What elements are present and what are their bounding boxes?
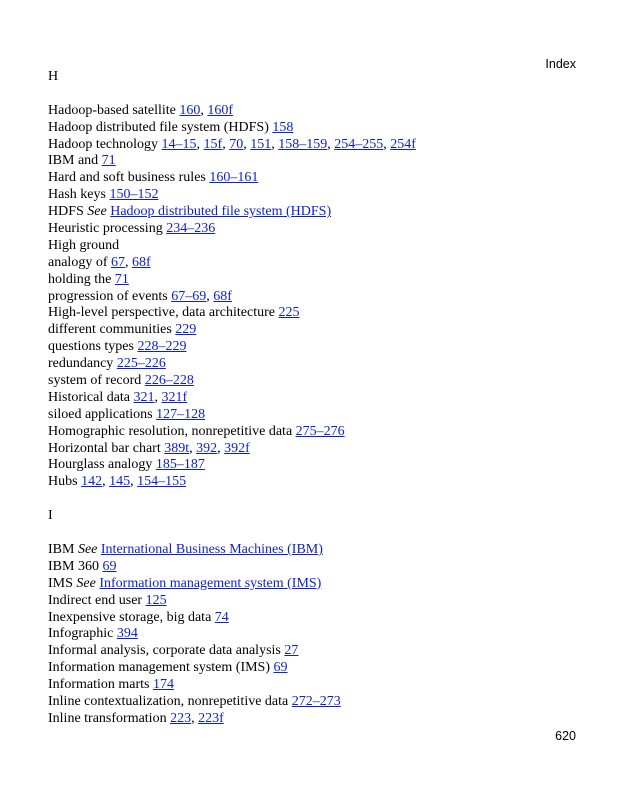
page-reference-link[interactable]: 272–273 xyxy=(291,693,341,709)
index-entry xyxy=(48,221,588,238)
page-reference-link[interactable]: 67–69 xyxy=(171,288,207,304)
index-entry xyxy=(48,694,588,711)
index-term: Inexpensive storage, big data xyxy=(48,609,215,625)
page-reference-link[interactable]: 145 xyxy=(109,474,131,490)
index-entry: Historical data 321, 321f xyxy=(48,389,188,405)
page-reference-link[interactable]: 154–155 xyxy=(137,474,187,490)
page-reference-link[interactable]: 394 xyxy=(116,626,138,642)
page-reference-link[interactable]: 321 xyxy=(133,389,155,405)
page-reference-link[interactable]: 321f xyxy=(161,389,188,405)
index-entry: Inline transformation 223, 223f xyxy=(48,710,224,726)
index-term: holding the xyxy=(48,271,115,287)
index-entry: progression of events 67–69, 68f xyxy=(48,288,232,304)
index-entry: Hubs 142, 145, 154–155 xyxy=(48,474,187,490)
page-reference-link[interactable]: 71 xyxy=(101,153,116,169)
index-entry xyxy=(48,643,588,660)
index-entry xyxy=(48,373,588,390)
index-term: analogy of xyxy=(48,254,111,270)
index-entry: Horizontal bar chart 389t, 392, 392f xyxy=(48,440,250,456)
page-reference-link[interactable]: 225 xyxy=(278,305,300,321)
page-reference-link[interactable]: 223f xyxy=(198,710,224,726)
index-term: Inline contextualization, nonrepetitive data xyxy=(48,693,292,709)
page-reference-link[interactable]: 275–276 xyxy=(295,423,345,439)
index-term: High ground xyxy=(48,237,120,253)
page-reference-link[interactable]: 160f xyxy=(207,102,234,118)
index-entry xyxy=(48,238,588,255)
page-reference-link[interactable]: 127–128 xyxy=(156,406,206,422)
index-entry xyxy=(48,576,588,593)
page-reference-link[interactable]: 70 xyxy=(229,136,244,152)
index-entry xyxy=(48,457,588,474)
index-entry xyxy=(48,120,588,137)
index-entry: analogy of 67, 68f xyxy=(48,254,151,270)
page-reference-link[interactable]: 392 xyxy=(196,440,218,456)
section-gap xyxy=(48,491,588,508)
page-reference-link[interactable]: 234–236 xyxy=(166,221,216,237)
page-reference-link[interactable]: 223 xyxy=(170,710,192,726)
index-term: Inline transformation xyxy=(48,710,171,726)
index-term: Indirect end user xyxy=(48,592,146,608)
index-term: IBM xyxy=(48,541,78,557)
page-reference-link[interactable]: 229 xyxy=(175,322,197,338)
index-entry xyxy=(48,153,588,170)
see-reference-link[interactable]: Hadoop distributed file system (HDFS) xyxy=(110,204,332,220)
index-entry xyxy=(48,407,588,424)
index-term: Homographic resolution, nonrepetitive data xyxy=(48,423,296,439)
page-reference-link[interactable]: 389t xyxy=(164,440,190,456)
index-term: Hubs xyxy=(48,474,82,490)
page-reference-link[interactable]: 69 xyxy=(273,660,288,676)
page-reference-link[interactable]: 69 xyxy=(102,558,117,574)
index-entry xyxy=(48,187,588,204)
index-term: Horizontal bar chart xyxy=(48,440,165,456)
index-entry: Hadoop-based satellite 160, 160f xyxy=(48,102,234,118)
running-header: Index xyxy=(545,57,576,71)
index-term: IBM 360 xyxy=(48,558,103,574)
index-entry xyxy=(48,322,588,339)
index-entry xyxy=(48,660,588,677)
page-reference-link[interactable]: 150–152 xyxy=(109,187,159,203)
page-reference-link[interactable]: 71 xyxy=(114,271,129,287)
page-reference-link[interactable]: 125 xyxy=(145,592,167,608)
index-entry xyxy=(48,339,588,356)
index-entry xyxy=(48,424,588,441)
index-entry xyxy=(48,559,588,576)
page-reference-link[interactable]: 160–161 xyxy=(209,170,259,186)
index-term: Hadoop technology xyxy=(48,136,162,152)
page-reference-link[interactable]: 74 xyxy=(214,609,229,625)
see-label: See xyxy=(77,541,98,557)
page-reference-link[interactable]: 142 xyxy=(81,474,103,490)
index-term: questions types xyxy=(48,339,138,355)
see-reference-link[interactable]: International Business Machines (IBM) xyxy=(100,541,323,557)
index-term: redundancy xyxy=(48,356,117,372)
index-term: Hash keys xyxy=(48,187,110,203)
index-entry xyxy=(48,677,588,694)
index-entry xyxy=(48,626,588,643)
page-reference-link[interactable]: 68f xyxy=(213,288,232,304)
page-reference-link[interactable]: 68f xyxy=(131,254,151,270)
see-reference-link[interactable]: Information management system (IMS) xyxy=(99,575,322,591)
page-reference-link[interactable]: 254–255 xyxy=(334,136,384,152)
index-term: IMS xyxy=(48,575,77,591)
index-term: progression of events xyxy=(48,288,172,304)
page-reference-link[interactable]: 158 xyxy=(272,119,294,135)
index-term: different communities xyxy=(48,322,176,338)
page-reference-link[interactable]: 226–228 xyxy=(144,373,194,389)
index-term: HDFS xyxy=(48,204,88,220)
index-term: High-level perspective, data architecture xyxy=(48,305,279,321)
page-reference-link[interactable]: 151 xyxy=(250,136,272,152)
index-content xyxy=(48,69,588,728)
page-reference-link[interactable]: 67 xyxy=(110,254,125,270)
page-reference-link[interactable]: 160 xyxy=(179,102,201,118)
index-term: system of record xyxy=(48,373,145,389)
page-number: 620 xyxy=(555,729,576,743)
page-reference-link[interactable]: 392f xyxy=(224,440,250,456)
page-reference-link[interactable]: 14–15 xyxy=(161,136,197,152)
page-reference-link[interactable]: 15f xyxy=(203,136,223,152)
index-entry xyxy=(48,542,588,559)
index-term: Hourglass analogy xyxy=(48,457,156,473)
index-term: Informal analysis, corporate data analysis xyxy=(48,643,285,659)
page-reference-link[interactable]: 228–229 xyxy=(137,339,187,355)
index-term: IBM and xyxy=(48,153,102,169)
index-term: Information marts xyxy=(48,677,153,693)
index-entry xyxy=(48,170,588,187)
see-label: See xyxy=(76,575,96,591)
page-reference-link[interactable]: 254f xyxy=(390,136,416,152)
index-term: Information management system (IMS) xyxy=(48,660,274,676)
section-letter: H xyxy=(48,69,59,84)
page-reference-link[interactable]: 185–187 xyxy=(155,457,205,473)
index-term: Infographic xyxy=(48,626,117,642)
see-label: See xyxy=(87,204,107,220)
index-term: Historical data xyxy=(48,389,134,405)
index-entry xyxy=(48,356,588,373)
index-term: Hadoop-based satellite xyxy=(48,102,180,118)
index-term: Heuristic processing xyxy=(48,221,167,237)
page-reference-link[interactable]: 174 xyxy=(152,677,174,693)
index-entry xyxy=(48,204,588,221)
index-entry xyxy=(48,593,588,610)
page-reference-link[interactable]: 225–226 xyxy=(116,356,166,372)
page-reference-link[interactable]: 158–159 xyxy=(278,136,328,152)
index-term: siloed applications xyxy=(48,406,157,422)
index-entry xyxy=(48,305,588,322)
index-term: Hard and soft business rules xyxy=(48,170,210,186)
index-term: Hadoop distributed file system (HDFS) xyxy=(48,119,273,135)
index-entry xyxy=(48,610,588,627)
index-entry: Hadoop technology 14–15, 15f, 70, 151, 158–159, 254–255, 254f xyxy=(48,136,416,152)
page-reference-link[interactable]: 27 xyxy=(284,643,299,659)
section-letter: I xyxy=(48,508,53,524)
index-entry xyxy=(48,272,588,289)
